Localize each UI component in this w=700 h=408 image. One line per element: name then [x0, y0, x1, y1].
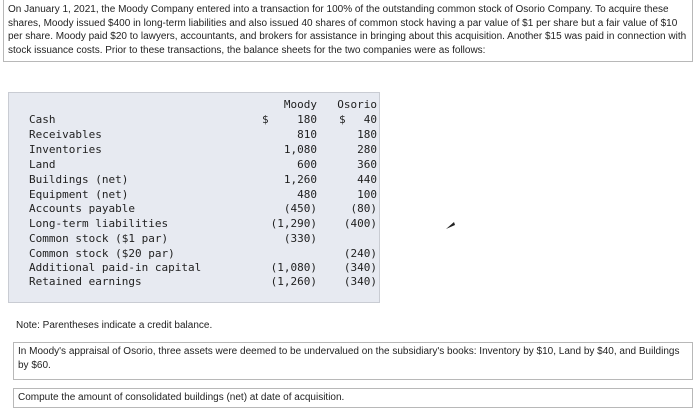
account-name: Inventories	[29, 143, 102, 156]
moody-value	[265, 246, 317, 261]
moody-value: 180	[297, 113, 317, 126]
appraisal-box	[13, 342, 693, 380]
moody-value: (1,080)	[270, 261, 317, 274]
osorio-value: 40	[363, 113, 377, 126]
balance-sheet-table	[8, 92, 380, 303]
osorio-value: 100	[357, 188, 377, 201]
question-text: Compute the amount of consolidated buildings (net) at date of acquisition.	[18, 392, 345, 403]
account-name: Accounts payable	[29, 202, 135, 215]
account-name: Common stock ($1 par)	[29, 232, 169, 245]
appraisal-text: In Moody's appraisal of Osorio, three assets were deemed to be undervalued on the subsidiary's books: Inventory by $10, Land by $40, and Buildings by $60.	[18, 346, 680, 371]
osorio-value: 360	[357, 158, 377, 171]
account-name: Receivables	[29, 128, 102, 141]
osorio-value: (80)	[350, 202, 377, 215]
account-name: Common stock ($20 par)	[29, 247, 175, 260]
moody-value: 1,260	[283, 173, 317, 186]
moody-value: (450)	[283, 202, 317, 215]
currency-moody: $	[262, 113, 269, 126]
moody-value: 810	[297, 128, 317, 141]
osorio-value: 180	[357, 128, 377, 141]
osorio-value: (400)	[343, 217, 377, 230]
account-name: Retained earnings	[29, 275, 142, 288]
header-moody: Moody	[283, 98, 317, 111]
account-name: Cash	[29, 113, 56, 126]
problem-intro: On January 1, 2021, the Moody Company entered into a transaction for 100% of the outstanding common stock of Osorio Company. To acquire these shares, Moody issued $400 in long-term liabilities and also issued 40 shares of common stock having a par value of $1 per share but a fair value of $10 per share. Moody paid $20 to lawyers, accountants, and brokers for assistance in bringing about this acquisition. Another $15 was paid in connection with stock issuance costs. Prior to these transactions, the balance sheets for the two companies were as follows:	[3, 0, 693, 62]
moody-value: (1,260)	[270, 275, 317, 288]
osorio-value: (240)	[343, 247, 377, 260]
account-name: Long-term liabilities	[29, 217, 169, 230]
mouse-cursor-icon	[445, 219, 457, 231]
account-name: Land	[29, 158, 56, 171]
header-osorio: Osorio	[337, 98, 377, 111]
osorio-value: (340)	[343, 275, 377, 288]
moody-value: (330)	[283, 232, 317, 245]
moody-value: 1,080	[283, 143, 317, 156]
account-name: Additional paid-in capital	[29, 261, 202, 274]
osorio-value: 280	[357, 143, 377, 156]
currency-osorio: $	[339, 113, 346, 126]
moody-value: (1,290)	[270, 217, 317, 230]
question-box	[13, 388, 693, 408]
moody-value: 480	[297, 188, 317, 201]
moody-value: 600	[297, 158, 317, 171]
osorio-value: 440	[357, 173, 377, 186]
osorio-value: (340)	[343, 261, 377, 274]
osorio-value	[335, 231, 377, 246]
note-text: Note: Parentheses indicate a credit balance.	[16, 320, 213, 331]
account-name: Equipment (net)	[29, 188, 129, 201]
account-name: Buildings (net)	[29, 173, 129, 186]
